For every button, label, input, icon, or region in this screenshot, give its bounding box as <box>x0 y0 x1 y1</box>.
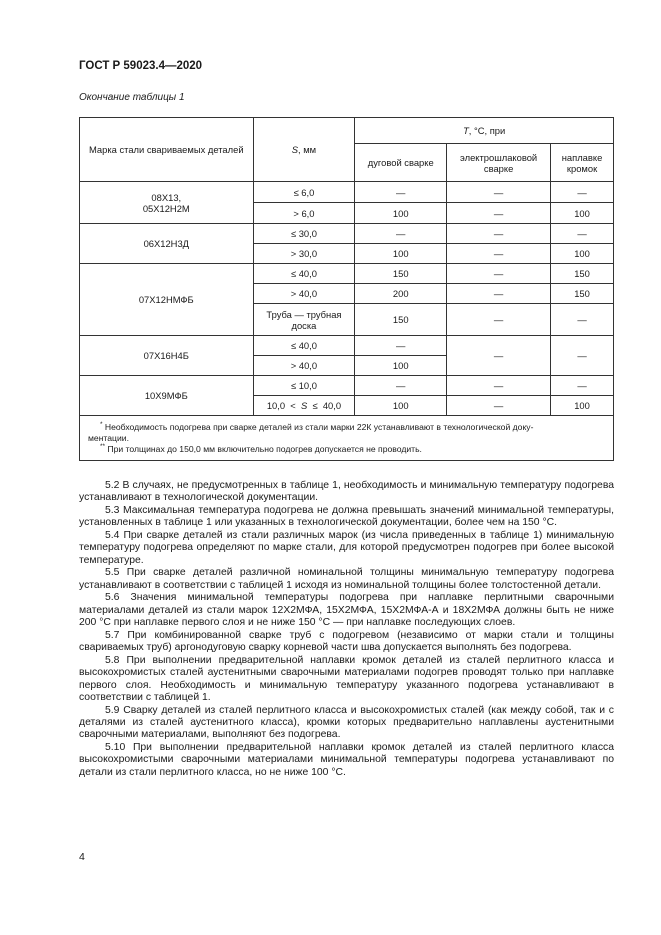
paragraph-5-5: 5.5 При сварке деталей различной номинальной толщины минимальную температуру подогрева устанавливают в соответствии с таблицей 1 исходя из номинальной толщины более толстостенной детали. <box>79 567 614 591</box>
paragraph-5-3: 5.3 Максимальная температура подогрева не должна превышать значений минимальной температуры, установленных в таблице 1 или указанных в технологической документации, более чем на 150 °С. <box>79 505 614 529</box>
s-cell: ≤ 40,0 <box>253 336 355 356</box>
paragraph-5-8: 5.8 При выполнении предварительной наплавки кромок деталей из сталей перлитного класса и высокохромистых сталей аустенитными сварочными материалами подогрев проводят только при наплавке первого слоя. Необходимость и минимальную температуру указанного подогрева устанавливают в соответствии с таблицей 1. <box>79 654 614 704</box>
arc-cell: 200 <box>355 284 447 304</box>
arc-cell: 150 <box>355 304 447 336</box>
footnote-1-cont: ментации. <box>88 433 129 443</box>
preheat-table <box>79 117 614 461</box>
s-cell: > 6,0 <box>253 203 355 224</box>
es-cell: — <box>447 182 551 203</box>
arc-cell: 100 <box>355 396 447 416</box>
table-row <box>80 182 614 203</box>
steel-grade-cell: 08Х13, 05Х12Н2М <box>80 182 254 224</box>
paragraph-5-7: 5.7 При комбинированной сварке труб с подогревом (независимо от марки стали и толщины свариваемых труб) аргонодуговую сварку корневой части шва допускается выполнять без подогрева. <box>79 629 614 654</box>
table-row <box>80 224 614 244</box>
body-text <box>79 480 614 779</box>
arc-cell: — <box>355 336 447 356</box>
es-cell: — <box>447 376 551 396</box>
col-header-arc: дуговой сварке <box>355 144 447 182</box>
s-cell: 10,0 < S ≤ 40,0 <box>253 396 355 416</box>
arc-cell: 100 <box>355 244 447 264</box>
sf-cell: — <box>551 376 614 396</box>
footnote-1: * Необходимость подогрева при сварке деталей из стали марки 22К устанавливают в технологической доку- <box>100 421 534 432</box>
sf-cell: — <box>551 336 614 376</box>
table-row <box>80 376 614 396</box>
es-cell: — <box>447 304 551 336</box>
arc-cell: 100 <box>355 356 447 376</box>
footnote-2: ** При толщинах до 150,0 мм включительно подогрев допускается не проводить. <box>100 443 422 454</box>
sf-cell: — <box>551 304 614 336</box>
es-cell: — <box>447 264 551 284</box>
sf-cell: 150 <box>551 284 614 304</box>
paragraph-5-9: 5.9 Сварку деталей из сталей перлитного класса и высокохромистых сталей (как между собой, так и с деталями из сталей аустенитного класса), кромки которых предварительно наплавлены аустенитными сварочными материалами, выполняют без подогрева. <box>79 704 614 741</box>
col-header-temp: T, °С, при <box>355 118 614 144</box>
s-cell: > 40,0 <box>253 284 355 304</box>
paragraph-5-2: 5.2 В случаях, не предусмотренных в таблице 1, необходимость и минимальную температуру подогрева устанавливают в технологической документации. <box>79 480 614 504</box>
steel-grade-cell: 10Х9МФБ <box>80 376 254 416</box>
arc-cell: 100 <box>355 203 447 224</box>
es-cell: — <box>447 244 551 264</box>
es-cell: — <box>447 396 551 416</box>
steel-grade-cell: 07Х12НМФБ <box>80 264 254 336</box>
col-header-s: S, мм <box>253 118 355 182</box>
arc-cell: — <box>355 224 447 244</box>
s-cell: Труба — трубная доска <box>253 304 355 336</box>
es-cell: — <box>447 336 551 376</box>
sf-cell: — <box>551 224 614 244</box>
s-cell: ≤ 6,0 <box>253 182 355 203</box>
sf-cell: — <box>551 182 614 203</box>
s-cell: > 40,0 <box>253 356 355 376</box>
sf-cell: 100 <box>551 396 614 416</box>
col-header-electroslag: электрошлаковой сварке <box>447 144 551 182</box>
es-cell: — <box>447 203 551 224</box>
paragraph-5-10: 5.10 При выполнении предварительной наплавки кромок деталей из сталей перлитного класса высокохромистыми сварочными материалами минимальной температуры подогрева устанавливают по детали из стали перлитного класса, но не ниже 100 °С. <box>79 742 614 778</box>
sf-cell: 150 <box>551 264 614 284</box>
steel-grade-cell: 06Х12Н3Д <box>80 224 254 264</box>
s-cell: ≤ 30,0 <box>253 224 355 244</box>
es-cell: — <box>447 284 551 304</box>
table-caption: Окончание таблицы 1 <box>79 92 185 103</box>
paragraph-5-4: 5.4 При сварке деталей из стали различных марок (из числа приведенных в таблице 1) минимальную температуру подогрева определяют по марке стали, для которой предусмотрен подогрев при более высокой температуре. <box>79 530 614 566</box>
col-header-steel: Марка стали свариваемых деталей <box>80 118 254 182</box>
s-cell: ≤ 10,0 <box>253 376 355 396</box>
arc-cell: — <box>355 182 447 203</box>
col-header-surfacing: наплавке кромок <box>551 144 614 182</box>
document-header: ГОСТ Р 59023.4—2020 <box>79 60 203 72</box>
sf-cell: 100 <box>551 203 614 224</box>
table-row <box>80 336 614 356</box>
arc-cell: 150 <box>355 264 447 284</box>
s-cell: ≤ 40,0 <box>253 264 355 284</box>
page-number: 4 <box>79 851 85 863</box>
s-cell: > 30,0 <box>253 244 355 264</box>
sf-cell: 100 <box>551 244 614 264</box>
table-footnotes <box>80 416 614 461</box>
steel-grade-cell: 07Х16Н4Б <box>80 336 254 376</box>
es-cell: — <box>447 224 551 244</box>
paragraph-5-6: 5.6 Значения минимальной температуры подогрева при наплавке перлитными сварочными материалами деталей из стали марок 12Х2МФА, 15Х2МФА, 15Х2МФА-А и 18Х2МФА должны быть не ниже 200 °С при наплавке первого слоя и не ниже 150 °С — при наплавке последующих слоев. <box>79 592 614 629</box>
table-row <box>80 264 614 284</box>
arc-cell: — <box>355 376 447 396</box>
